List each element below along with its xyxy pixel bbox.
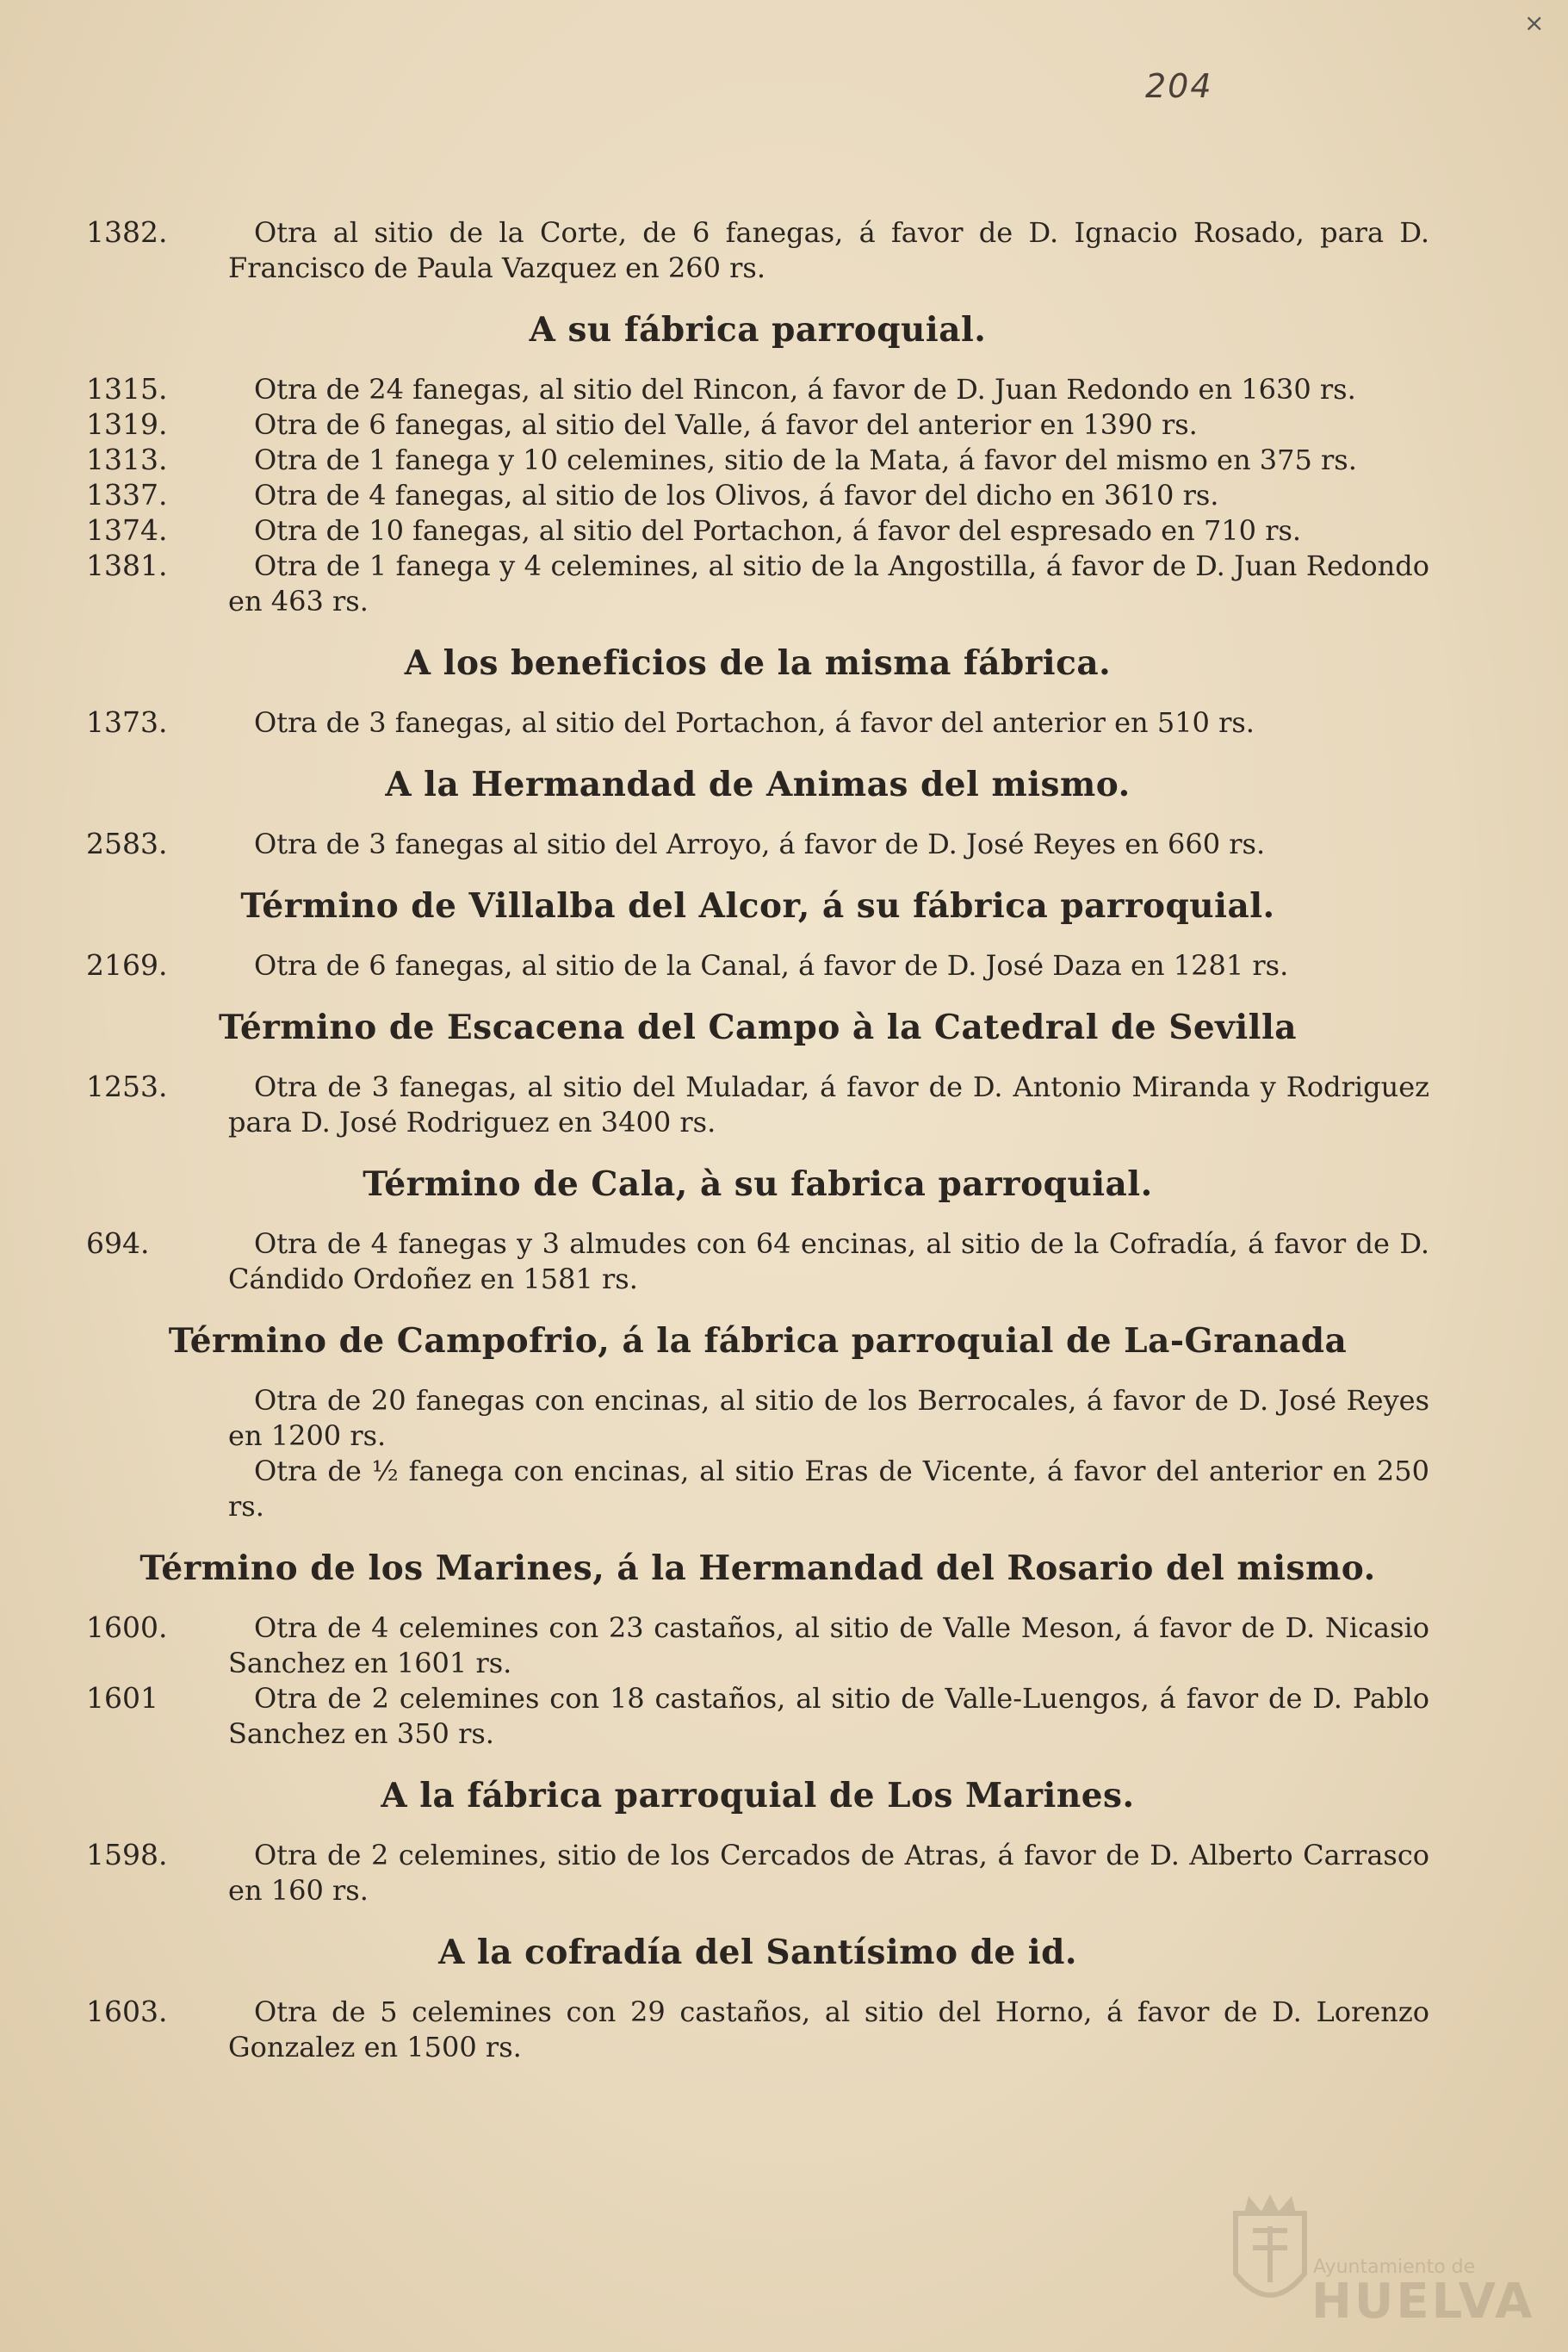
- entry: [86, 549, 1429, 619]
- entry: [86, 1070, 1429, 1140]
- entry: [86, 705, 1429, 741]
- entry-text: Otra de 4 celemines con 23 castaños, al sitio de Valle Meson, á favor de D. Nicasio Sanchez en 1601 rs.: [228, 1611, 1429, 1679]
- entry-text: Otra de ½ fanega con encinas, al sitio Eras de Vicente, á favor del anterior en 250 rs.: [228, 1455, 1429, 1523]
- entry-text: Otra de 2 celemines, sitio de los Cercados de Atras, á favor de D. Alberto Carrasco en 160 rs.: [228, 1839, 1429, 1907]
- page-number: 204: [1145, 67, 1213, 105]
- entry-text: Otra de 4 fanegas y 3 almudes con 64 encinas, al sitio de la Cofradía, á favor de D. Cándido Ordoñez en 1581 rs.: [228, 1227, 1429, 1295]
- sections: [86, 310, 1429, 2065]
- entry-text: Otra de 5 celemines con 29 castaños, al sitio del Horno, á favor de D. Lorenzo Gonzalez en 1500 rs.: [228, 1995, 1429, 2063]
- entry-text: Otra de 6 fanegas, al sitio de la Canal, á favor de D. José Daza en 1281 rs.: [254, 949, 1289, 982]
- entry-number: 1315.: [86, 372, 168, 406]
- section-heading: Término de Villalba del Alcor, á su fábrica parroquial.: [240, 886, 1275, 926]
- section-heading: A la cofradía del Santísimo de id.: [438, 1933, 1077, 1972]
- entry: [86, 1681, 1429, 1752]
- crest-icon: [1218, 2188, 1322, 2325]
- entry: [86, 948, 1429, 984]
- entry-number: 1319.: [86, 407, 168, 441]
- entry: [86, 827, 1429, 862]
- section-heading: A la fábrica parroquial de Los Marines.: [381, 1776, 1135, 1815]
- entry-text: Otra de 3 fanegas, al sitio del Muladar, á favor de D. Antonio Miranda y Rodriguez para D. José Rodriguez en 3400 rs.: [228, 1071, 1429, 1139]
- entry: [86, 215, 1429, 286]
- entry-number: 1382.: [86, 215, 168, 249]
- entry-number: 1374.: [86, 513, 168, 547]
- section-heading: Término de los Marines, á la Hermandad del Rosario del mismo.: [139, 1548, 1376, 1588]
- entry-text: Otra de 24 fanegas, al sitio del Rincon, á favor de D. Juan Redondo en 1630 rs.: [254, 373, 1356, 406]
- entry: [86, 1838, 1429, 1908]
- entry: [86, 1610, 1429, 1681]
- section-heading: A los beneficios de la misma fábrica.: [404, 643, 1112, 683]
- entry-text: Otra de 6 fanegas, al sitio del Valle, á favor del anterior en 1390 rs.: [254, 408, 1198, 441]
- entry: [86, 478, 1429, 513]
- entry-number: 1603.: [86, 1995, 168, 2028]
- entry: [86, 1454, 1429, 1524]
- entry-text: Otra de 3 fanegas al sitio del Arroyo, á favor de D. José Reyes en 660 rs.: [254, 828, 1266, 860]
- entry-text: Otra de 2 celemines con 18 castaños, al sitio de Valle-Luengos, á favor de D. Pablo Sanchez en 350 rs.: [228, 1682, 1429, 1750]
- entry-text: Otra de 4 fanegas, al sitio de los Olivos, á favor del dicho en 3610 rs.: [254, 479, 1219, 512]
- section-heading: A la Hermandad de Animas del mismo.: [385, 765, 1131, 804]
- entry: [86, 372, 1429, 407]
- entry: [86, 407, 1429, 443]
- document-body: [86, 215, 1429, 2065]
- section-heading: A su fábrica parroquial.: [529, 310, 987, 350]
- section-heading: Término de Escacena del Campo à la Catedral de Sevilla: [218, 1008, 1298, 1047]
- entry-number: 1381.: [86, 549, 168, 582]
- entry-number: 1253.: [86, 1070, 168, 1103]
- section-heading: Término de Cala, à su fabrica parroquial.: [363, 1164, 1153, 1204]
- entry: [86, 1995, 1429, 2065]
- entry-number: 2583.: [86, 827, 168, 860]
- watermark-line2: HUELVA: [1311, 2274, 1535, 2330]
- watermark-line1: Ayuntamiento de: [1313, 2256, 1476, 2278]
- entry-number: 1337.: [86, 478, 168, 512]
- entry-number: 1600.: [86, 1610, 168, 1644]
- entry-text: Otra de 1 fanega y 10 celemines, sitio de la Mata, á favor del mismo en 375 rs.: [254, 444, 1357, 476]
- section-heading: Término de Campofrio, á la fábrica parroquial de La-Granada: [168, 1321, 1348, 1361]
- entry-text: Otra de 1 fanega y 4 celemines, al sitio de la Angostilla, á favor de D. Juan Redondo en 463 rs.: [228, 549, 1429, 617]
- entry-text: Otra de 3 fanegas, al sitio del Portachon, á favor del anterior en 510 rs.: [254, 706, 1255, 739]
- entry-number: 2169.: [86, 948, 168, 982]
- entry-number: 1373.: [86, 705, 168, 739]
- entry: [86, 1226, 1429, 1297]
- entry: [86, 1383, 1429, 1454]
- entry-number: 1313.: [86, 443, 168, 476]
- watermark: [1218, 2188, 1535, 2330]
- entry-text: Otra al sitio de la Corte, de 6 fanegas, á favor de D. Ignacio Rosado, para D. Francisco de Paula Vazquez en 260 rs.: [228, 216, 1429, 284]
- entry: [86, 443, 1429, 478]
- entry-number: 1601: [86, 1681, 158, 1715]
- entry-number: 694.: [86, 1226, 150, 1260]
- entry: [86, 513, 1429, 549]
- corner-mark: ×: [1524, 9, 1545, 37]
- entry-text: Otra de 20 fanegas con encinas, al sitio de los Berrocales, á favor de D. José Reyes en 1200 rs.: [228, 1384, 1429, 1452]
- entry-text: Otra de 10 fanegas, al sitio del Portachon, á favor del espresado en 710 rs.: [254, 514, 1302, 547]
- entry-number: 1598.: [86, 1838, 168, 1871]
